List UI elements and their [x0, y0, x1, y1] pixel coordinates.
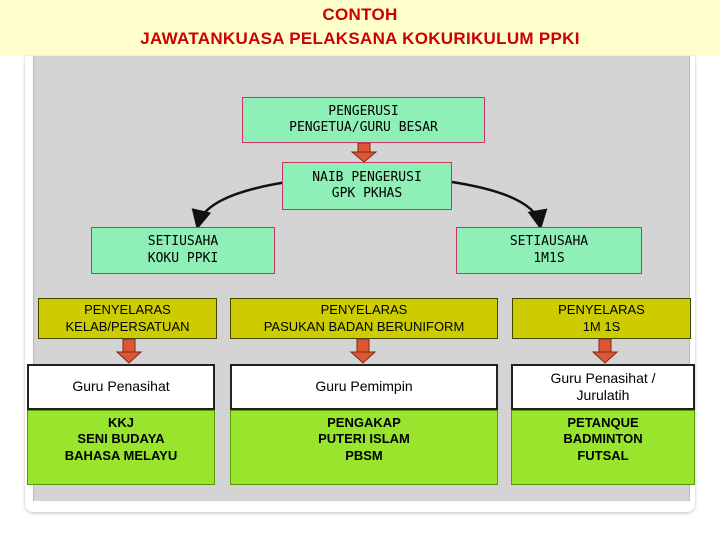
activity-box-3	[511, 410, 695, 485]
secretary-right-box	[456, 227, 642, 274]
block-arrow-col-1	[117, 339, 141, 363]
coordinator-box-1	[38, 298, 217, 339]
block-arrow-chairman	[352, 143, 376, 162]
coordinator-box-3	[512, 298, 691, 339]
activity-box-2	[230, 410, 498, 485]
title-line-1: CONTOH	[322, 5, 398, 24]
activity-label-3: PETANQUE BADMINTON FUTSAL	[563, 415, 643, 463]
vice-chairman-box	[282, 162, 452, 210]
block-arrow-col-3	[593, 339, 617, 363]
secretary-right-label: SETIAUSAHA 1M1S	[509, 234, 589, 266]
vice-chairman-label: NAIB PENGERUSI GPK PKHAS	[312, 169, 422, 201]
teacher-box-2	[230, 364, 498, 410]
coordinator-label-3: PENYELARAS 1M 1S	[558, 302, 645, 334]
chairman-label: PENGERUSI PENGETUA/GURU BESAR	[289, 103, 438, 135]
teacher-label-1: Guru Penasihat	[72, 378, 170, 395]
secretary-left-box	[91, 227, 275, 274]
activity-box-1	[27, 410, 215, 485]
block-arrow-col-2	[351, 339, 375, 363]
coordinator-label-1: PENYELARAS KELAB/PERSATUAN	[65, 302, 190, 334]
curved-arrow-left	[198, 182, 287, 225]
title-line-2: JAWATANKUASA PELAKSANA KOKURIKULUM PPKI	[140, 29, 580, 48]
coordinator-box-2	[230, 298, 498, 339]
chairman-box	[242, 97, 485, 143]
teacher-label-3: Guru Penasihat / Jurulatih	[550, 369, 656, 403]
secretary-left-label: SETIUSAHA KOKU PPKI	[147, 234, 219, 266]
teacher-box-1	[27, 364, 215, 410]
curved-arrow-right	[452, 182, 540, 225]
coordinator-label-2: PENYELARAS PASUKAN BADAN BERUNIFORM	[263, 302, 465, 334]
teacher-label-2: Guru Pemimpin	[315, 378, 413, 395]
teacher-box-3	[511, 364, 695, 410]
activity-label-1: KKJ SENI BUDAYA BAHASA MELAYU	[64, 415, 178, 463]
activity-label-2: PENGAKAP PUTERI ISLAM PBSM	[318, 415, 410, 463]
